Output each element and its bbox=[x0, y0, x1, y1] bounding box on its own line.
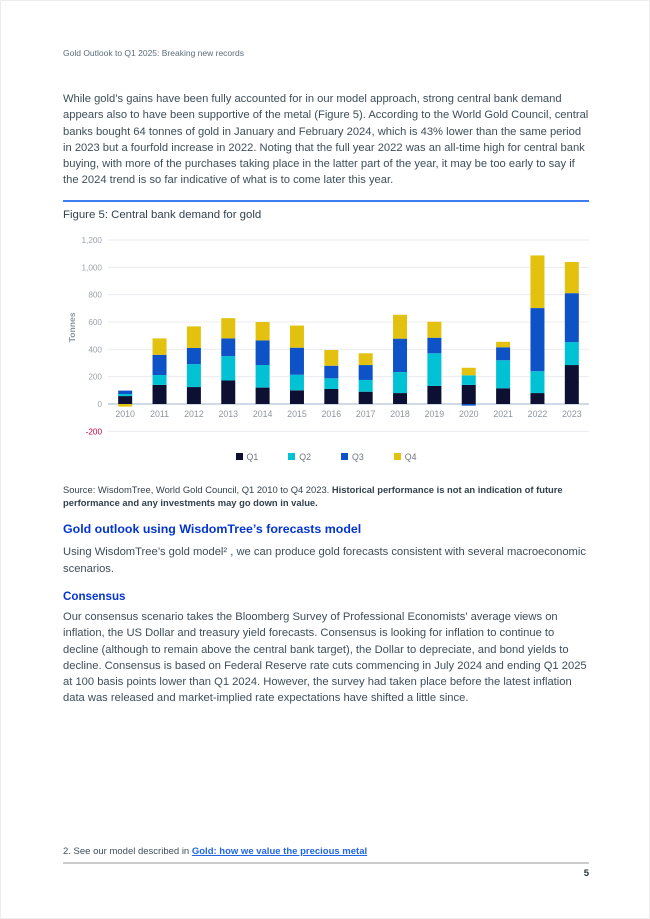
legend-label: Q3 bbox=[352, 451, 364, 462]
bar-segment-2016-q4 bbox=[324, 350, 338, 366]
stacked-bar-chart bbox=[63, 231, 589, 443]
bar-segment-2022-q3 bbox=[530, 308, 544, 371]
model-paragraph: Using WisdomTree’s gold model² , we can produce gold forecasts consistent with several macroeconomic scenarios. bbox=[63, 546, 586, 575]
heading-consensus: Consensus bbox=[63, 589, 126, 603]
bar-segment-2021-q4 bbox=[496, 342, 510, 347]
x-tick-label: 2014 bbox=[252, 408, 273, 419]
y-tick-label: 0 bbox=[97, 399, 102, 409]
y-tick-label: 600 bbox=[88, 317, 102, 327]
bar-segment-2018-q1 bbox=[393, 393, 407, 404]
bar-segment-2018-q4 bbox=[393, 315, 407, 339]
bar-segment-2012-q1 bbox=[187, 387, 201, 404]
legend-item-q3 bbox=[341, 452, 364, 462]
chart-legend bbox=[63, 452, 589, 462]
bar-segment-2012-q3 bbox=[187, 348, 201, 364]
bar-segment-2021-q3 bbox=[496, 347, 510, 360]
consensus-paragraph: Our consensus scenario takes the Bloomberg Survey of Professional Economists' average views on inflation, the US Dollar and treasury yield forecasts. Consensus is looking for inflation to continue to decline (although to remain above the central bank target), the Dollar to depreciate, and bond yields to decline. Consensus is based on Federal Reserve rate cuts commencing in July 2024 and ending Q1 2025 at 100 basis points lower than Q1 2024. However, the survey had taken place before the latest inflation data was released and market-implied rate expectations have shifted a little since. bbox=[63, 610, 587, 705]
bar-segment-2013-q2 bbox=[221, 356, 235, 380]
intro-paragraph: While gold’s gains have been fully accounted for in our model approach, strong central bank demand appears also to have been supportive of the metal (Figure 5). According to the World Gold Council, central banks bought 64 tonnes of gold in January and February 2024, which is 43% lower than the same period in 2023 but a fourfold increase in 2022. Noting that the full year 2022 was an all-time high for central bank buying, with more of the purchases taking place in the latter part of the year, it may be too early to say if the 2024 trend is so far indicative of what is to come later this year. bbox=[63, 93, 589, 187]
bar-segment-2014-q4 bbox=[256, 322, 270, 340]
x-tick-label: 2012 bbox=[184, 408, 204, 419]
bar-segment-2012-q4 bbox=[187, 326, 201, 348]
bar-segment-2019-q3 bbox=[427, 338, 441, 354]
bar-segment-2015-q2 bbox=[290, 375, 304, 391]
bar-segment-2010-q3 bbox=[118, 391, 132, 394]
bar-segment-2010-q2 bbox=[118, 394, 132, 396]
running-header: Gold Outlook to Q1 2025: Breaking new records bbox=[63, 48, 244, 58]
section-divider-rule bbox=[63, 200, 589, 202]
y-axis-title: Tonnes bbox=[67, 312, 77, 343]
bar-segment-2011-q1 bbox=[153, 385, 167, 404]
legend-label: Q1 bbox=[246, 451, 259, 462]
legend-swatch-icon bbox=[236, 453, 243, 460]
bar-segment-2017-q4 bbox=[359, 353, 373, 365]
x-tick-label: 2011 bbox=[150, 408, 169, 419]
figure5-chart bbox=[63, 231, 589, 462]
bar-segment-2018-q3 bbox=[393, 339, 407, 372]
x-tick-label: 2022 bbox=[527, 408, 548, 419]
legend-label: Q4 bbox=[404, 451, 417, 462]
bar-segment-2022-q4 bbox=[530, 255, 544, 308]
bar-segment-2010-q4 bbox=[118, 404, 132, 407]
y-tick-label: 1,000 bbox=[81, 263, 102, 273]
y-tick-label: 200 bbox=[88, 372, 102, 382]
bar-segment-2014-q1 bbox=[256, 388, 270, 404]
footer-rule bbox=[63, 862, 589, 864]
bar-segment-2020-q1 bbox=[462, 385, 476, 404]
y-tick-label: 800 bbox=[88, 290, 102, 300]
heading-gold-outlook: Gold outlook using WisdomTree’s forecasts model bbox=[63, 522, 362, 537]
legend-swatch-icon bbox=[288, 453, 295, 460]
x-tick-label: 2020 bbox=[458, 408, 479, 419]
bar-segment-2011-q3 bbox=[153, 355, 167, 375]
bar-segment-2013-q1 bbox=[221, 380, 235, 404]
x-tick-label: 2016 bbox=[321, 408, 342, 419]
x-tick-label: 2018 bbox=[390, 408, 410, 419]
bar-segment-2017-q3 bbox=[359, 365, 373, 380]
source-note-normal: Source: WisdomTree, World Gold Council, Q1 2010 to Q4 2023. bbox=[63, 483, 332, 495]
legend-swatch-icon bbox=[394, 453, 401, 460]
bar-segment-2013-q4 bbox=[221, 318, 235, 338]
bar-segment-2014-q3 bbox=[256, 340, 270, 365]
y-tick-label: 400 bbox=[88, 345, 102, 355]
page-number: 5 bbox=[583, 868, 589, 879]
footnote-text: 2. See our model described in bbox=[63, 846, 192, 857]
x-tick-label: 2015 bbox=[287, 408, 307, 419]
y-tick-label: 1,200 bbox=[81, 235, 102, 245]
bar-segment-2021-q2 bbox=[496, 360, 510, 388]
source-note bbox=[63, 483, 589, 509]
bar-segment-2017-q1 bbox=[359, 392, 373, 404]
bar-segment-2011-q4 bbox=[153, 338, 167, 354]
bar-segment-2010-q1 bbox=[118, 396, 132, 404]
x-tick-label: 2019 bbox=[424, 408, 445, 419]
bar-segment-2021-q1 bbox=[496, 388, 510, 404]
bar-segment-2011-q2 bbox=[153, 375, 167, 385]
bar-segment-2018-q2 bbox=[393, 372, 407, 393]
bar-segment-2013-q3 bbox=[221, 338, 235, 356]
legend-item-q2 bbox=[288, 452, 311, 462]
bar-segment-2017-q2 bbox=[359, 380, 373, 392]
footnote bbox=[63, 846, 367, 857]
bar-segment-2019-q1 bbox=[427, 386, 441, 404]
bar-segment-2022-q1 bbox=[530, 393, 544, 404]
x-tick-label: 2021 bbox=[493, 408, 513, 419]
bar-segment-2023-q4 bbox=[565, 262, 579, 293]
figure-title: Figure 5: Central bank demand for gold bbox=[63, 208, 262, 221]
source-note-bold: Historical performance is not an indication of future performance and any investments may go down in value. bbox=[63, 483, 563, 509]
y-tick-label: -200 bbox=[85, 427, 102, 437]
legend-item-q1 bbox=[236, 452, 259, 462]
bar-segment-2019-q4 bbox=[427, 322, 441, 338]
bar-segment-2023-q3 bbox=[565, 293, 579, 342]
bar-segment-2016-q3 bbox=[324, 366, 338, 379]
legend-label: Q2 bbox=[299, 451, 311, 462]
legend-swatch-icon bbox=[341, 453, 348, 460]
bar-segment-2015-q1 bbox=[290, 390, 304, 404]
bar-segment-2014-q2 bbox=[256, 365, 270, 388]
bar-segment-2019-q2 bbox=[427, 353, 441, 386]
x-tick-label: 2013 bbox=[218, 408, 239, 419]
bar-segment-2020-q3 bbox=[462, 404, 476, 406]
footnote-link[interactable]: Gold: how we value the precious metal bbox=[191, 846, 368, 857]
legend-item-q4 bbox=[394, 452, 417, 462]
bar-segment-2020-q4 bbox=[462, 368, 476, 376]
bar-segment-2022-q2 bbox=[530, 371, 544, 393]
bar-segment-2023-q2 bbox=[565, 342, 579, 365]
bar-segment-2023-q1 bbox=[565, 365, 579, 404]
x-tick-label: 2023 bbox=[562, 408, 582, 419]
x-tick-label: 2017 bbox=[355, 408, 376, 419]
bar-segment-2015-q4 bbox=[290, 326, 304, 348]
bar-segment-2016-q1 bbox=[324, 389, 338, 404]
x-tick-label: 2010 bbox=[115, 408, 135, 419]
bar-segment-2012-q2 bbox=[187, 364, 201, 387]
bar-segment-2016-q2 bbox=[324, 378, 338, 389]
bar-segment-2015-q3 bbox=[290, 348, 304, 375]
bar-segment-2020-q2 bbox=[462, 375, 476, 385]
